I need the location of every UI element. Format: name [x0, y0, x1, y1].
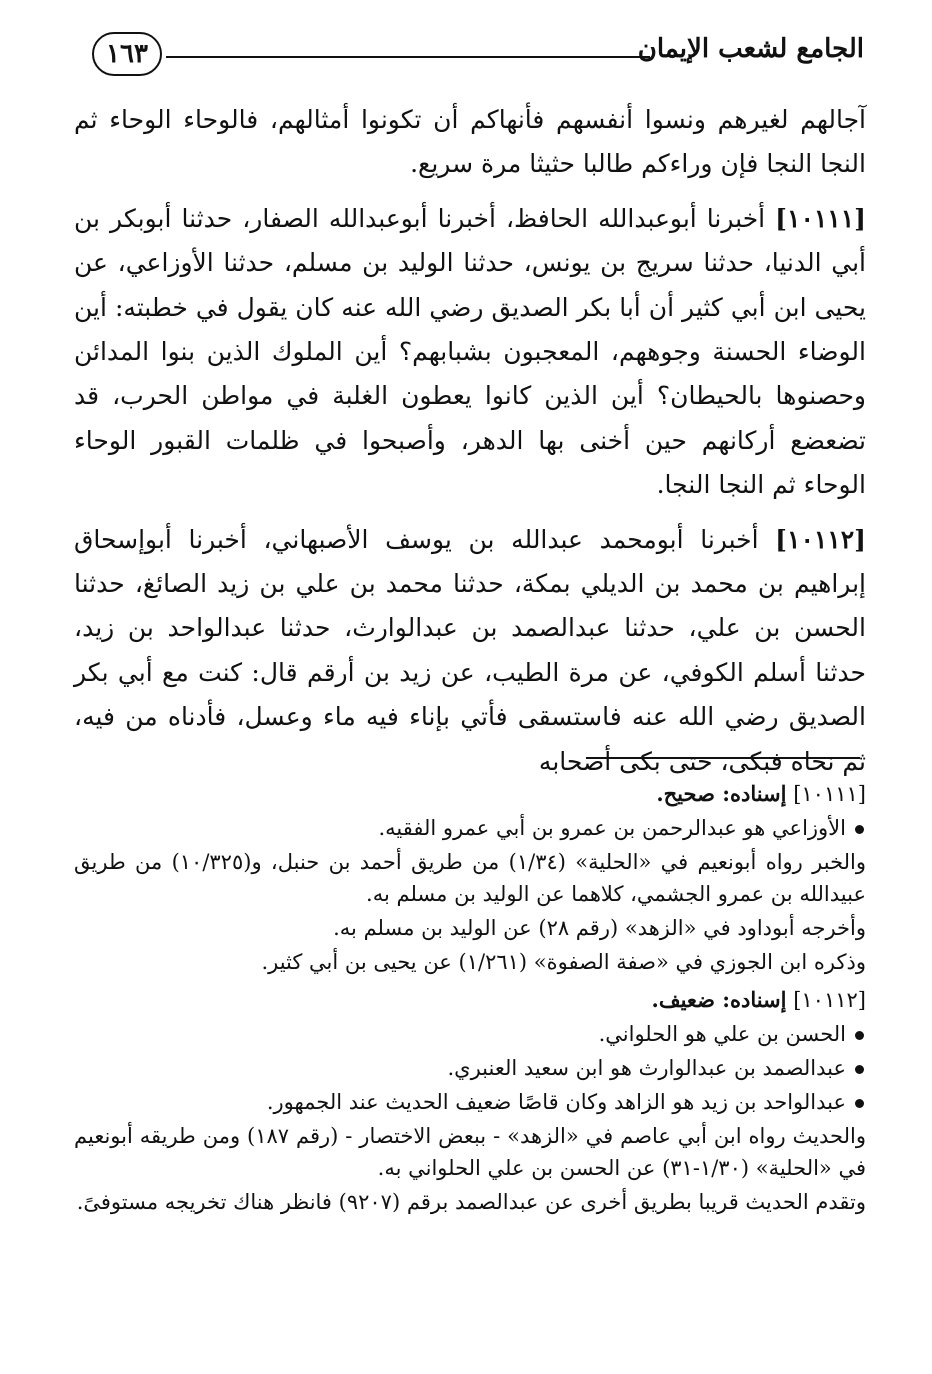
bullet-text: عبدالواحد بن زيد هو الزاهد وكان قاصًا ضعيف الحديث عند الجمهور. — [266, 1090, 846, 1114]
footnote-line: والحديث رواه ابن أبي عاصم في «الزهد» - ببعض الاختصار - (رقم ١٨٧) ومن طريقه أبونعيم في «الحلية» (١/٣٠-٣١) عن الحسن بن علي الحلواني به. — [74, 1124, 866, 1180]
bullet-text: الحسن بن علي هو الحلواني. — [598, 1022, 846, 1046]
page-number: ١٦٣ — [92, 32, 162, 76]
footnotes — [74, 778, 866, 1220]
paragraph-10112 — [74, 518, 866, 784]
paragraph-text: آجالهم لغيرهم ونسوا أنفسهم فأنهاكم أن تكونوا أمثالهم، فالوحاء الوحاء ثم النجا النجا فإن وراءكم طالبا حثيثا مرة سريع. — [74, 105, 866, 179]
bullet-icon — [855, 825, 864, 834]
bullet-icon — [855, 1065, 864, 1074]
footnote-line: وتقدم الحديث قريبا بطريق أخرى عن عبدالصمد برقم (٩٢٠٧) فانظر هناك تخريجه مستوفىً. — [76, 1190, 866, 1214]
footnote-number: [١٠١١٢] — [793, 988, 866, 1012]
hadith-number: [١٠١١١] — [775, 203, 866, 233]
footnote-grade: ضعيف. — [651, 987, 715, 1012]
footnote-bullet — [74, 1086, 866, 1118]
footnote-heading — [74, 984, 866, 1016]
page-header — [88, 28, 864, 84]
bullet-icon — [855, 1031, 864, 1040]
footnote-bullet — [74, 1052, 866, 1084]
running-title: الجامع لشعب الإيمان — [637, 34, 864, 64]
footnote-label: إسناده: — [714, 781, 787, 806]
footnote-heading — [74, 778, 866, 810]
footnote-number: [١٠١١١] — [793, 782, 866, 806]
footnote-line: والخبر رواه أبونعيم في «الحلية» (١/٣٤) من طريق أحمد بن حنبل، و(١٠/٣٢٥) من طريق عبيدالله بن عمرو الجشمي، كلاهما عن الوليد بن مسلم به. — [74, 850, 867, 906]
footnote-line: وأخرجه أبوداود في «الزهد» (رقم ٢٨) عن الوليد بن مسلم به. — [333, 916, 866, 940]
footnote-label: إسناده: — [714, 987, 787, 1012]
paragraph-text: أخبرنا أبومحمد عبدالله بن يوسف الأصبهاني، أخبرنا أبوإسحاق إبراهيم بن محمد بن الديلي بمكة، حدثنا محمد بن علي بن زيد الصائغ، حدثنا الحسن بن علي، حدثنا عبدالصمد بن عبدالوارث، حدثنا عبدالواحد بن زيد، حدثنا أسلم الكوفي، عن مرة الطيب، عن زيد بن أرقم قال: كنت مع أبي بكر الصديق رضي الله عنه فاستسقى فأتي بإناء فيه ماء وعسل، فأدناه من فيه، ثم نحاه فبكى، حتى بكى أصحابه — [74, 524, 866, 776]
bullet-text: الأوزاعي هو عبدالرحمن بن عمرو بن أبي عمرو الفقيه. — [378, 816, 846, 840]
main-text — [74, 98, 866, 794]
footnote-bullet — [74, 1018, 866, 1050]
paragraph-text: أخبرنا أبوعبدالله الحافظ، أخبرنا أبوعبدالله الصفار، حدثنا أبوبكر بن أبي الدنيا، حدثنا سريج بن يونس، حدثنا الوليد بن مسلم، حدثنا الأوزاعي، عن يحيى ابن أبي كثير أن أبا بكر الصديق رضي الله عنه كان يقول في خطبته: أين الوضاء الحسنة وجوههم، المعجبون بشبابهم؟ أين الملوك الذين بنوا المدائن وحصنوها بالحيطان؟ أين الذين كانوا يعطون الغلبة في مواطن الحرب، قد تضعضع أركانهم حين أخنى بها الدهر، وأصبحوا في ظلمات القبور الوحاء الوحاء ثم النجا النجا. — [74, 203, 866, 500]
footnote-line: وذكره ابن الجوزي في «صفة الصفوة» (١/٢٦١) عن يحيى بن أبي كثير. — [261, 950, 866, 974]
bullet-icon — [855, 1099, 864, 1108]
paragraph-10111 — [74, 197, 866, 508]
footnote-separator — [586, 757, 860, 759]
paragraph-continuation — [74, 98, 866, 187]
bullet-text: عبدالصمد بن عبدالوارث هو ابن سعيد العنبري. — [447, 1056, 846, 1080]
footnote-bullet — [74, 812, 866, 844]
footnote-grade: صحيح. — [656, 781, 715, 806]
header-rule — [166, 56, 650, 58]
hadith-number: [١٠١١٢] — [775, 524, 866, 554]
